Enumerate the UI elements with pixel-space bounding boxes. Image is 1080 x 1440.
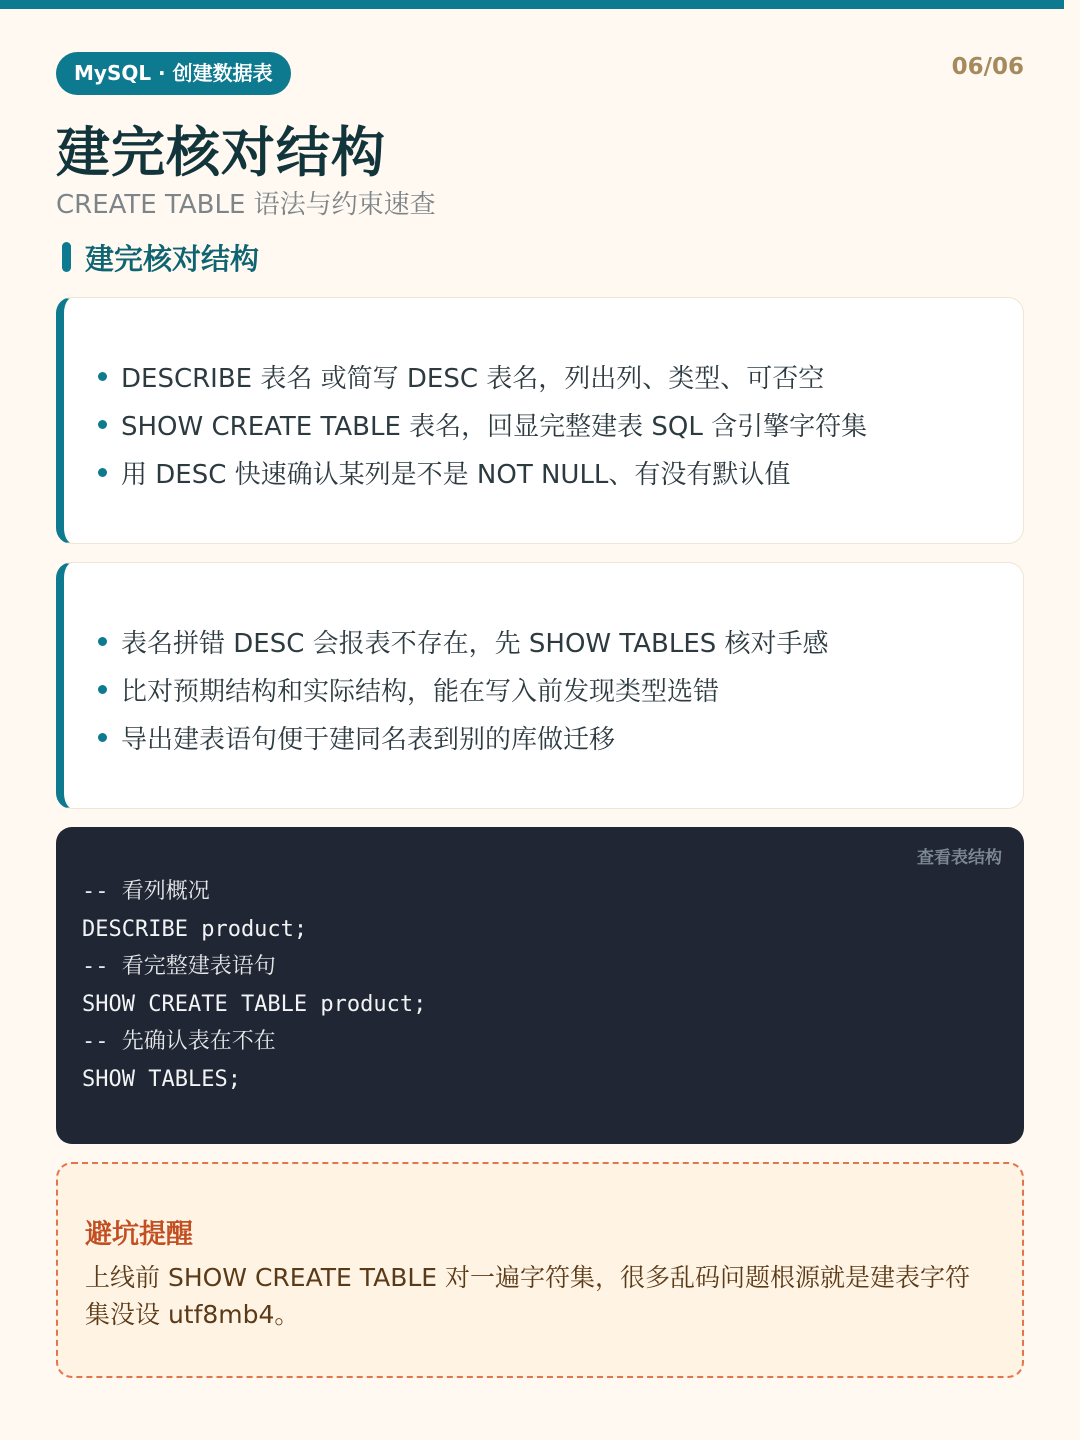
bullet-dot-icon (98, 733, 107, 742)
tips-card-commands (56, 297, 1024, 544)
list-item (98, 665, 1023, 713)
list-item-text: 用 DESC 快速确认某列是不是 NOT NULL、有没有默认值 (121, 459, 791, 490)
tips-card-usage (56, 562, 1024, 809)
warning-box (56, 1162, 1024, 1378)
code-line: -- 看完整建表语句 (82, 954, 276, 979)
code-caption: 查看表结构 (917, 848, 1002, 868)
warning-text: 上线前 SHOW CREATE TABLE 对一遍字符集，很多乱码问题根源就是建表字符集没设 utf8mb4。 (85, 1263, 971, 1329)
list-item (98, 448, 1023, 496)
list-item-text: 表名拼错 DESC 会报表不存在，先 SHOW TABLES 核对手感 (121, 628, 829, 659)
list-item-text: SHOW CREATE TABLE 表名，回显完整建表 SQL 含引擎字符集 (121, 411, 868, 442)
section-marker (62, 242, 71, 272)
list-item (98, 352, 1023, 400)
list-item (98, 713, 1023, 761)
bullet-dot-icon (98, 637, 107, 646)
page-subtitle: CREATE TABLE 语法与约束速查 (56, 190, 436, 220)
code-line: -- 看列概况 (82, 879, 210, 904)
section-heading (62, 240, 259, 274)
list-item-text: DESCRIBE 表名 或简写 DESC 表名，列出列、类型、可否空 (121, 363, 825, 394)
section-heading-text: 建完核对结构 (85, 241, 260, 276)
code-line: -- 先确认表在不在 (82, 1029, 276, 1054)
bullet-dot-icon (98, 468, 107, 477)
code-line: SHOW TABLES; (82, 1066, 241, 1092)
code-block (56, 827, 1024, 1144)
list-item (98, 400, 1023, 448)
list-item (98, 617, 1023, 665)
topic-tag: MySQL · 创建数据表 (56, 52, 291, 95)
bullet-dot-icon (98, 685, 107, 694)
page-number: 06/06 (951, 54, 1024, 80)
code-line: DESCRIBE product; (82, 916, 308, 942)
top-accent-bar (0, 0, 1064, 9)
page-title: 建完核对结构 (56, 121, 386, 184)
code-line: SHOW CREATE TABLE product; (82, 991, 427, 1017)
bullet-dot-icon (98, 420, 107, 429)
list-item-text: 比对预期结构和实际结构，能在写入前发现类型选错 (121, 676, 720, 707)
list-item-text: 导出建表语句便于建同名表到别的库做迁移 (121, 724, 616, 755)
warning-title: 避坑提醒 (85, 1219, 193, 1250)
bullet-dot-icon (98, 372, 107, 381)
